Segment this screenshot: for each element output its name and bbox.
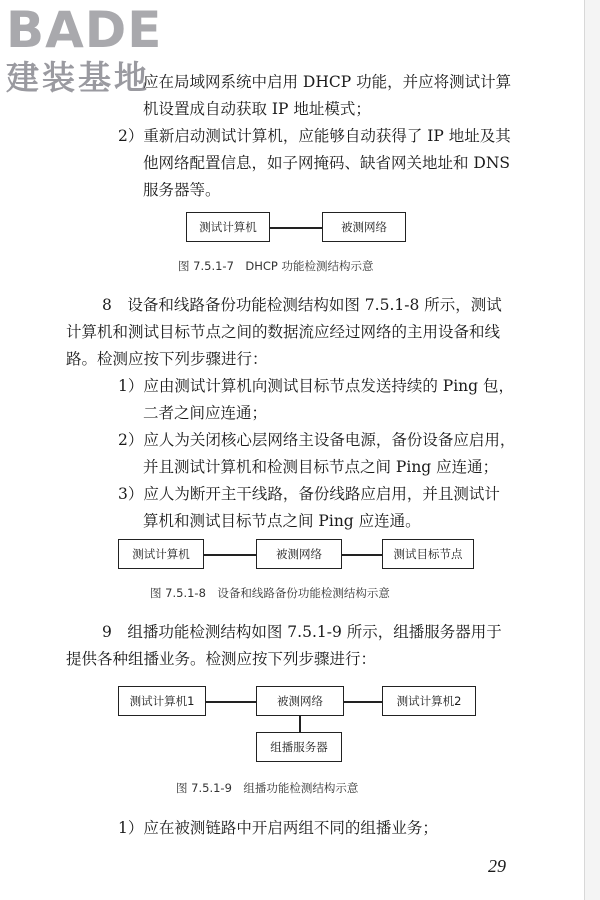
text-line: 二者之间应连通； — [143, 404, 268, 422]
text-line: 路。检测应按下列步骤进行： — [66, 350, 268, 368]
fig9-box-test-computer-1: 测试计算机1 — [118, 686, 206, 716]
text-line: 并且测试计算机和检测目标节点之间 Ping 应连通； — [143, 458, 499, 476]
fig9-caption: 图 7.5.1-9 组播功能检测结构示意 — [176, 781, 359, 795]
fig7-caption: 图 7.5.1-7 DHCP 功能检测结构示意 — [178, 259, 374, 273]
fig8-box-network: 被测网络 — [256, 539, 342, 569]
text-line: 他网络配置信息，如子网掩码、缺省网关地址和 DNS — [143, 154, 511, 172]
fig9-connector — [299, 716, 301, 732]
text-line: 2）应人为关闭核心层网络主设备电源，备份设备应启用， — [118, 431, 516, 449]
text-line: 3）应人为断开主干线路，备份线路应启用，并且测试计 — [118, 485, 500, 503]
fig9-connector — [344, 701, 382, 703]
watermark-logo — [6, 2, 162, 97]
fig7-box-network: 被测网络 — [322, 212, 406, 242]
page-number: 29 — [488, 856, 506, 876]
text-line: 算机和测试目标节点之间 Ping 应连通。 — [143, 512, 421, 530]
fig7-connector — [270, 227, 322, 229]
fig8-box-test-computer: 测试计算机 — [118, 539, 204, 569]
logo-text: BADE — [6, 1, 163, 59]
fig9-box-network: 被测网络 — [256, 686, 344, 716]
text-line: 8 设备和线路备份功能检测结构如图 7.5.1-8 所示，测试 — [102, 296, 502, 314]
fig7-box-test-computer: 测试计算机 — [186, 212, 270, 242]
logo-subtext: 建装基地 — [6, 58, 150, 97]
fig9-box-multicast-server: 组播服务器 — [256, 732, 342, 762]
fig8-caption: 图 7.5.1-8 设备和线路备份功能检测结构示意 — [150, 586, 390, 600]
fig8-box-target-node: 测试目标节点 — [382, 539, 474, 569]
fig9-connector — [206, 701, 256, 703]
text-line: 机设置成自动获取 IP 地址模式； — [143, 100, 371, 118]
text-line: 服务器等。 — [143, 181, 221, 199]
fig8-connector — [204, 554, 256, 556]
text-line: 1）应由测试计算机向测试目标节点发送持续的 Ping 包， — [118, 377, 515, 395]
fig8-connector — [342, 554, 382, 556]
text-line: 应在局域网系统中启用 DHCP 功能，并应将测试计算 — [143, 73, 512, 91]
text-line: 2）重新启动测试计算机，应能够自动获得了 IP 地址及其 — [118, 127, 511, 145]
text-line: 提供各种组播业务。检测应按下列步骤进行： — [66, 650, 377, 668]
fig9-box-test-computer-2: 测试计算机2 — [382, 686, 476, 716]
text-line: 计算机和测试目标节点之间的数据流应经过网络的主用设备和线 — [66, 323, 501, 341]
text-line: 9 组播功能检测结构如图 7.5.1-9 所示，组播服务器用于 — [102, 623, 502, 641]
page-edge — [584, 0, 600, 900]
text-line: 1）应在被测链路中开启两组不同的组播业务； — [118, 819, 438, 837]
